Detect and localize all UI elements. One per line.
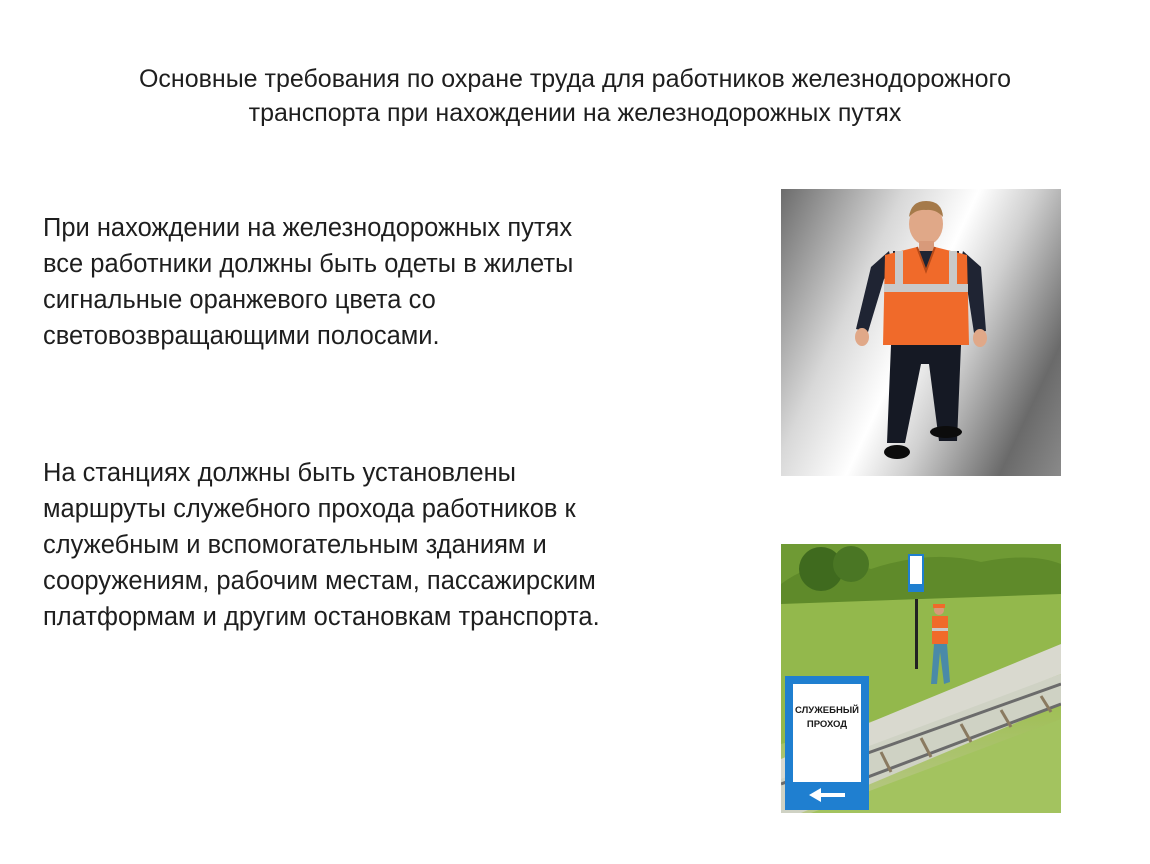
- paragraph-line: При нахождении на железнодорожных путях: [43, 214, 573, 242]
- paragraph-line: служебным и вспомогательным зданиям и: [43, 531, 547, 559]
- paragraph-vest-requirement: [43, 210, 573, 354]
- paragraph-line: световозвращающими полосами.: [43, 322, 440, 350]
- service-path-sign: [793, 704, 861, 732]
- paragraph-line: На станциях должны быть установлены: [43, 459, 516, 487]
- title-line: транспорта при нахождении на железнодорожных путях: [248, 99, 902, 127]
- paragraph-service-routes: [43, 455, 600, 635]
- title-line: Основные требования по охране труда для работников железнодорожного: [138, 65, 1012, 93]
- railway-illustration: [781, 544, 1061, 813]
- paragraph-line: все работники должны быть одеты в жилеты: [43, 250, 574, 278]
- paragraph-line: сигнальные оранжевого цвета со: [43, 286, 436, 314]
- railway-service-path-photo: [781, 544, 1061, 813]
- sign-line: ПРОХОД: [806, 719, 848, 730]
- paragraph-line: сооружениям, рабочим местам, пассажирским: [43, 567, 596, 595]
- sign-line: СЛУЖЕБНЫЙ: [795, 705, 859, 716]
- worker-illustration: [781, 189, 1061, 476]
- paragraph-line: маршруты служебного прохода работников к: [43, 495, 576, 523]
- paragraph-line: платформам и другим остановкам транспорта.: [43, 603, 600, 631]
- worker-in-vest-photo: [781, 189, 1061, 476]
- slide-title: [40, 62, 1110, 130]
